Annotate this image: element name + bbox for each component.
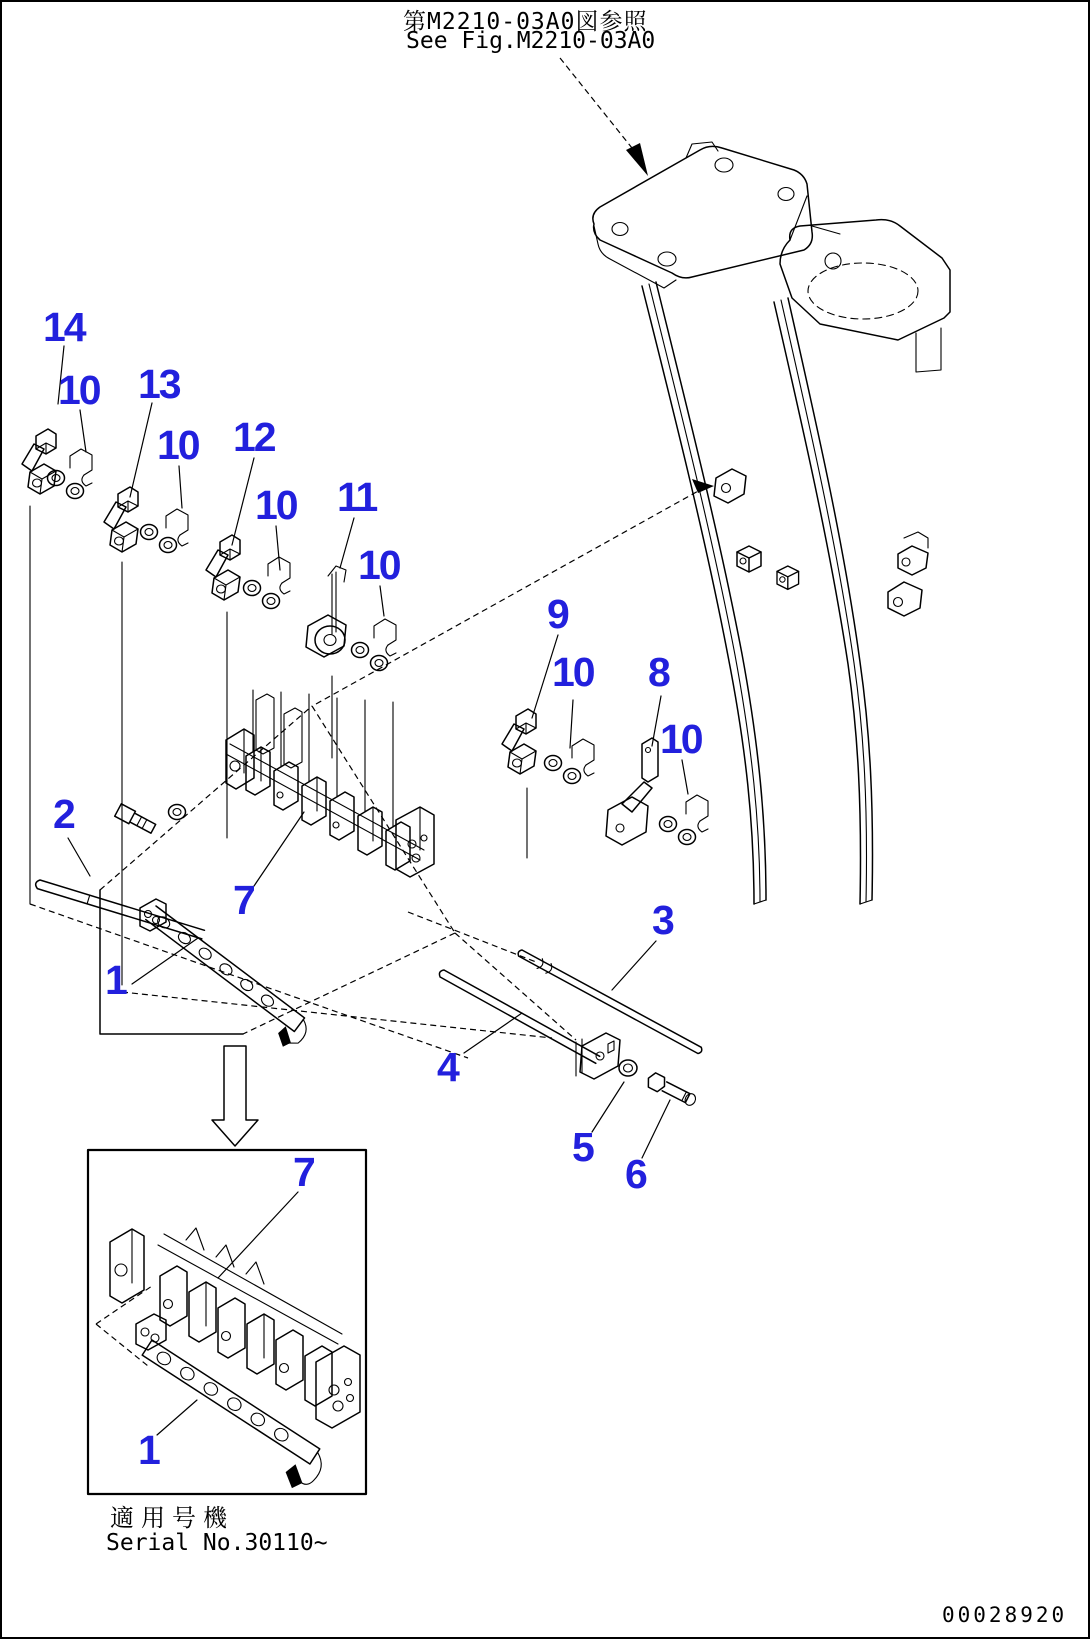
- detail-plates: [160, 1266, 332, 1406]
- bolt-6: [645, 1071, 699, 1109]
- callout-10-3: 10: [157, 422, 199, 468]
- callout-14-0: 14: [43, 304, 85, 350]
- callout-10-11: 10: [660, 716, 702, 762]
- clamp-assembly-13: [104, 487, 188, 985]
- callout-2-12: 2: [53, 791, 74, 837]
- bar-1: [134, 899, 313, 1053]
- callout-5-17: 5: [572, 1124, 593, 1170]
- rod-4: [438, 969, 620, 1079]
- callout-9-8: 9: [547, 591, 568, 637]
- serial-note-jp: 適用号機: [110, 1504, 234, 1532]
- callout-11-6: 11: [337, 474, 377, 520]
- callout-12-4: 12: [233, 414, 275, 460]
- reference-note-jp: 第M2210-03A0図参照: [403, 9, 648, 35]
- rod-2: [34, 879, 204, 939]
- callout-3-15: 3: [652, 897, 673, 943]
- serial-note-en: Serial No.30110~: [106, 1530, 328, 1556]
- callout-6-18: 6: [625, 1151, 646, 1197]
- frame-structure: [593, 142, 950, 904]
- rod-3: [516, 947, 704, 1056]
- callout-10-5: 10: [255, 482, 297, 528]
- reference-note-en: See Fig.M2210-03A0: [406, 28, 656, 54]
- washer: [169, 805, 186, 820]
- washer-5: [619, 1060, 637, 1076]
- see-fig-arrow: [560, 58, 648, 176]
- clamp-assembly-9: [502, 709, 594, 858]
- clamp-assembly-11: [306, 566, 396, 758]
- callout-10-7: 10: [358, 542, 400, 588]
- detail-arrow: [212, 1046, 258, 1146]
- callout-4-16: 4: [437, 1044, 458, 1090]
- callout-10-9: 10: [552, 649, 594, 695]
- clamp-assembly-12: [206, 535, 290, 838]
- callout-7-19: 7: [293, 1149, 314, 1195]
- callout-10-1: 10: [58, 367, 100, 413]
- document-number: 00028920: [942, 1603, 1068, 1627]
- callout-7-13: 7: [233, 877, 254, 923]
- detail-box: [88, 1150, 366, 1496]
- bolt: [115, 804, 157, 835]
- callout-1-14: 1: [105, 957, 126, 1003]
- manifold-left-plate: [226, 729, 254, 789]
- callout-1-20: 1: [138, 1427, 159, 1473]
- callout-8-10: 8: [648, 649, 669, 695]
- manifold-plates: [246, 747, 410, 870]
- callout-13-2: 13: [138, 361, 180, 407]
